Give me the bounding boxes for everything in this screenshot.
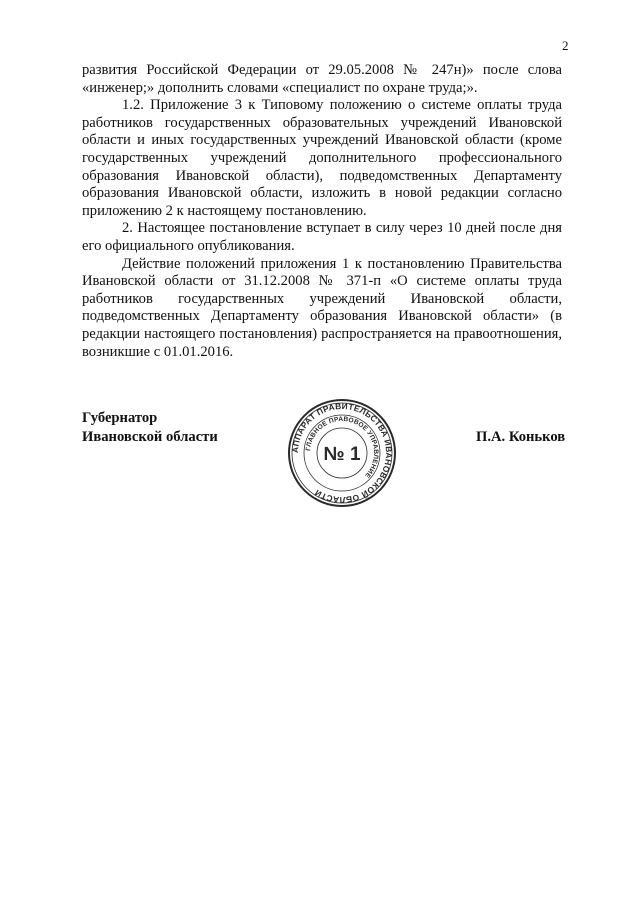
page-number: 2: [562, 38, 569, 53]
seal-inner-text: ГЛАВНОЕ ПРАВОВОЕ УПРАВЛЕНИЕ: [305, 415, 380, 479]
official-seal: [287, 398, 397, 508]
signatory-title: [82, 409, 218, 447]
seal-number: № 1: [323, 444, 361, 465]
paragraph-2: 2. Настоящее постановление вступает в силу через 10 дней после дня его официального опубликования.: [82, 220, 562, 254]
paragraph-effect: Действие положений приложения 1 к постановлению Правительства Ивановской области от 31.12.2008 № 371-п «О системе оплаты труда работников государственных учреждений Ивановской области, подведомственных Департаменту образования Ивановской области» (в редакции настоящего постановления) распространяется на правоотношения, возникшие с 01.01.2016.: [82, 255, 562, 360]
paragraph-continuation: развития Российской Федерации от 29.05.2008 № 247н)» после слова «инженер;» дополнить словами «специалист по охране труда;».: [82, 62, 562, 96]
signatory-title-line1: Губернатор: [82, 410, 158, 426]
paragraph-1-2: 1.2. Приложение 3 к Типовому положению о системе оплаты труда работников государственных образовательных учреждений Ивановской области и иных государственных учреждений Ивановской области (кроме государственных учреждений дополнительного профессионального образования Ивановской области), подведомственных Департаменту образования Ивановской области, изложить в новой редакции согласно приложению 2 к настоящему постановлению.: [82, 97, 562, 219]
signatory-name: П.А. Коньков: [476, 429, 566, 445]
document-body: [82, 62, 562, 361]
seal-outer-text: АППАРАТ ПРАВИТЕЛЬСТВА ИВАНОВСКОЙ ОБЛАСТИ: [289, 400, 395, 506]
signatory-title-line2: Ивановской области: [82, 429, 218, 445]
